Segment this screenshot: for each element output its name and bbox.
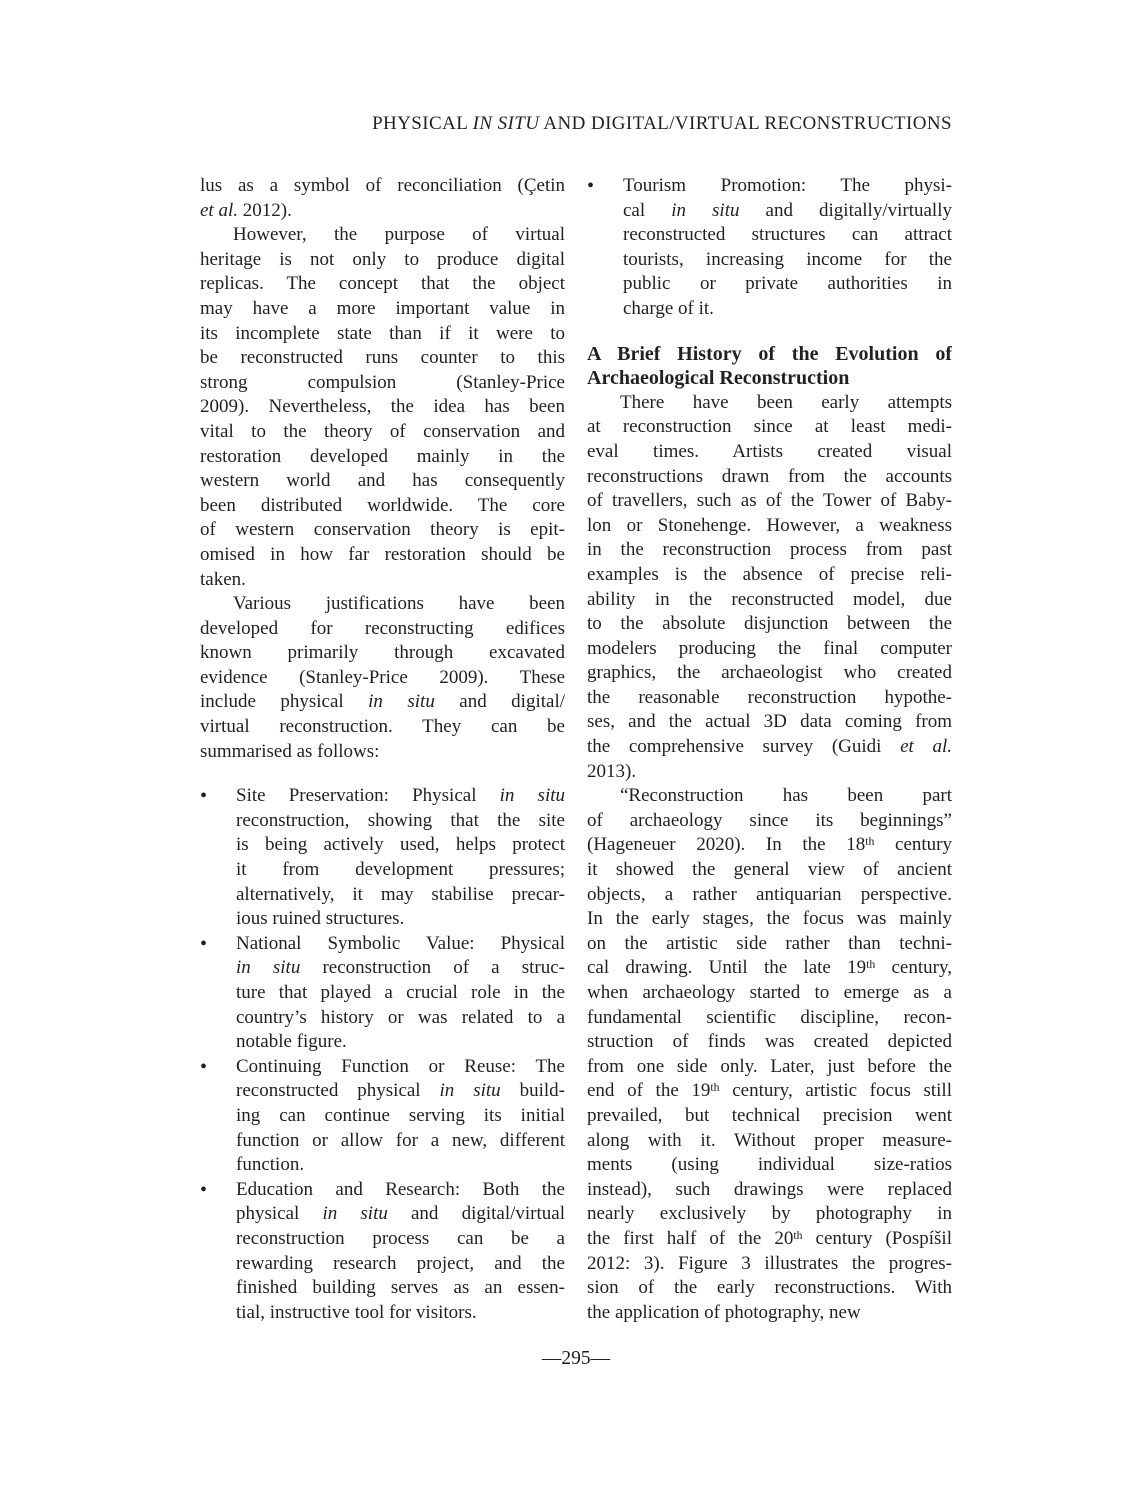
text-line: evidence (Stanley-Price 2009). These (200, 666, 565, 688)
paragraph (200, 223, 565, 592)
text-line: ses, and the actual 3D data coming from (587, 711, 952, 733)
list-item (200, 1178, 565, 1326)
bullet-icon: • (200, 785, 208, 808)
text-line: et al. 2012). (200, 199, 292, 221)
text-line: along with it. Without proper measure- (587, 1129, 952, 1151)
text-line: physical in situ and digital/virtual (236, 1203, 565, 1225)
text-line: modelers producing the final computer (587, 637, 952, 659)
paragraph (200, 592, 565, 764)
text-line: Tourism Promotion: The physi- (623, 175, 952, 196)
text-line: when archaeology started to emerge as a (587, 982, 952, 1003)
text-line: of archaeology since its beginnings” (587, 809, 952, 831)
text-line: eval times. Artists created visual (587, 440, 952, 462)
text-line: may have a more important value in (200, 297, 565, 319)
bullet-icon: • (200, 1055, 208, 1078)
text-line: Continuing Function or Reuse: The (236, 1055, 565, 1077)
text-line: notable figure. (236, 1031, 347, 1053)
text-line: rewarding research project, and the (236, 1252, 565, 1274)
bullet-icon: • (200, 1178, 208, 1201)
text-line: the comprehensive survey (Guidi et al. (587, 736, 952, 758)
text-line: reconstructed physical in situ build- (236, 1080, 565, 1102)
text-line: reconstructions drawn from the accounts (587, 465, 952, 487)
text-line: alternatively, it may stabilise precar- (236, 883, 565, 905)
text-line: fundamental scientific discipline, recon- (587, 1006, 952, 1028)
text-line: in situ reconstruction of a struc- (236, 957, 565, 979)
text-line: on the artistic side rather than techni- (587, 932, 952, 954)
text-line: A Brief History of the Evolution of (587, 342, 952, 365)
text-line: finished building serves as an essen- (236, 1277, 565, 1299)
list-item (587, 174, 952, 322)
text-line: ing can continue serving its initial (236, 1104, 565, 1126)
text-line: replicas. The concept that the object (200, 273, 565, 295)
text-line: reconstruction process can be a (236, 1227, 565, 1249)
text-line: end of the 19th century, artistic focus still (587, 1080, 952, 1102)
text-line: is being actively used, helps protect (236, 834, 565, 856)
paragraph (200, 174, 565, 223)
text-line: it showed the general view of ancient (587, 859, 952, 881)
text-line: ments (using individual size-ratios (587, 1154, 952, 1176)
running-header: PHYSICAL IN SITU AND DIGITAL/VIRTUAL RECONSTRUCTIONS (372, 113, 952, 134)
text-line: the first half of the 20th century (Pospíšil (587, 1227, 952, 1249)
list-item-text (236, 784, 565, 932)
text-line: There have been early attempts (620, 391, 952, 413)
paragraph (587, 391, 952, 785)
text-line: cal drawing. Until the late 19th century, (587, 957, 952, 979)
bullet-list (200, 784, 565, 1325)
paragraph (587, 784, 952, 1325)
text-line: instead), such drawings were replaced (587, 1178, 952, 1200)
text-line: from one side only. Later, just before the (587, 1055, 952, 1077)
text-line: cal in situ and digitally/virtually (623, 199, 952, 221)
text-line: tourists, increasing income for the (623, 248, 952, 270)
text-line: ability in the reconstructed model, due (587, 588, 952, 610)
text-line: reconstruction, showing that the site (236, 809, 565, 831)
text-line: its incomplete state than if it were to (200, 322, 565, 344)
text-line: strong compulsion (Stanley-Price (200, 371, 565, 393)
text-line: be reconstructed runs counter to this (200, 347, 565, 369)
text-line: 2013). (587, 760, 637, 782)
text-line: 2009). Nevertheless, the idea has been (200, 396, 565, 418)
text-line: tial, instructive tool for visitors. (236, 1301, 477, 1323)
text-line: vital to the theory of conservation and (200, 420, 565, 442)
text-line: lon or Stonehenge. However, a weakness (587, 514, 952, 536)
text-line: function or allow for a new, different (236, 1129, 565, 1151)
text-line: of travellers, such as of the Tower of Baby- (587, 490, 952, 512)
text-line: National Symbolic Value: Physical (236, 932, 565, 954)
text-line: reconstructed structures can attract (623, 224, 952, 246)
text-columns (200, 174, 952, 1325)
text-line: prevailed, but technical precision went (587, 1104, 952, 1126)
text-line: public or private authorities in (623, 273, 952, 295)
text-line: country’s history or was related to a (236, 1006, 565, 1028)
text-line: of western conservation theory is epit- (200, 519, 565, 541)
text-line: at reconstruction since at least medi- (587, 416, 952, 438)
text-line: ious ruined structures. (236, 908, 405, 930)
text-line: Education and Research: Both the (236, 1178, 565, 1200)
text-line: heritage is not only to produce digital (200, 248, 565, 270)
text-line: taken. (200, 568, 246, 590)
text-line: to the absolute disjunction between the (587, 613, 952, 635)
column-left (200, 174, 565, 1325)
section-heading (587, 342, 952, 391)
text-line: Archaeological Reconstruction (587, 367, 850, 390)
bullet-icon: • (587, 175, 595, 197)
text-line: the reasonable reconstruction hypothe- (587, 686, 952, 708)
text-line: western world and has consequently (200, 470, 565, 492)
text-line: Site Preservation: Physical in situ (236, 785, 565, 807)
text-line: the application of photography, new (587, 1301, 861, 1323)
text-line: it from development pressures; (236, 859, 565, 881)
list-item-text (236, 932, 565, 1055)
text-line: 2012: 3). Figure 3 illustrates the progres- (587, 1252, 952, 1274)
text-line: charge of it. (623, 297, 714, 319)
list-item (200, 784, 565, 932)
text-line: nearly exclusively by photography in (587, 1203, 952, 1225)
text-line: sion of the early reconstructions. With (587, 1277, 952, 1299)
text-line: virtual reconstruction. They can be (200, 716, 565, 738)
text-line: function. (236, 1154, 305, 1176)
text-line: struction of finds was created depicted (587, 1031, 952, 1053)
text-line: In the early stages, the focus was mainly (587, 908, 952, 930)
bullet-list (587, 174, 952, 322)
text-line: in the reconstruction process from past (587, 539, 952, 561)
bullet-icon: • (200, 932, 208, 955)
text-line: graphics, the archaeologist who created (587, 662, 952, 684)
text-line: include physical in situ and digital/ (200, 691, 565, 713)
column-right (587, 174, 952, 1325)
text-line: However, the purpose of virtual (233, 224, 565, 246)
page-number: —295— (541, 1348, 611, 1369)
list-item-text (236, 1178, 565, 1326)
text-line: omised in how far restoration should be (200, 543, 565, 565)
list-item (200, 1055, 565, 1178)
text-line: been distributed worldwide. The core (200, 494, 565, 516)
text-line: (Hageneuer 2020). In the 18th century (587, 834, 952, 856)
list-item (200, 932, 565, 1055)
text-line: examples is the absence of precise reli- (587, 563, 952, 585)
list-item-text (623, 174, 952, 322)
text-line: Various justifications have been (233, 593, 565, 615)
text-line: summarised as follows: (200, 740, 380, 762)
text-line: lus as a symbol of reconciliation (Çetin (200, 175, 565, 196)
text-line: developed for reconstructing edifices (200, 617, 565, 639)
text-line: “Reconstruction has been part (620, 785, 952, 807)
list-item-text (236, 1055, 565, 1178)
text-line: restoration developed mainly in the (200, 445, 565, 467)
text-line: known primarily through excavated (200, 642, 565, 664)
text-line: ture that played a crucial role in the (236, 982, 565, 1003)
text-line: objects, a rather antiquarian perspective. (587, 883, 952, 905)
